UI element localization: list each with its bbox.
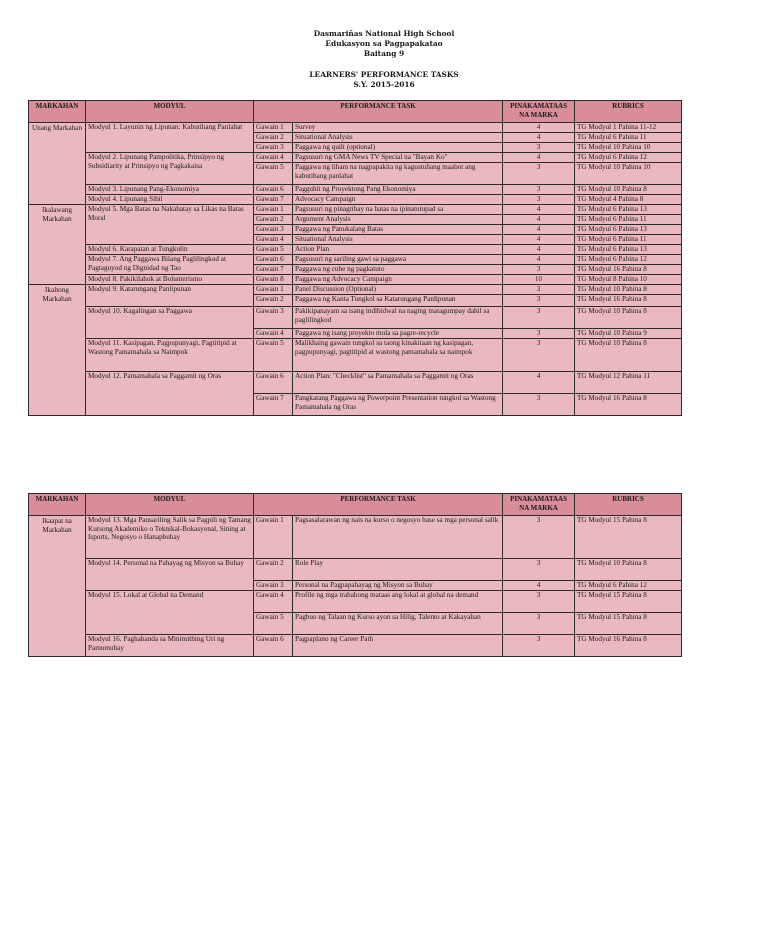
marka-cell: 3 bbox=[503, 143, 575, 153]
gawain-cell: Gawain 5 bbox=[254, 163, 293, 185]
rubric-cell: TG Modyul 15 Pahina 8 bbox=[575, 591, 682, 613]
gawain-cell: Gawain 4 bbox=[254, 591, 293, 613]
rubric-cell: TG Modyul 6 Pahina 11 bbox=[575, 215, 682, 225]
rubric-cell: TG Modyul 4 Pahina 8 bbox=[575, 195, 682, 205]
gawain-cell: Gawain 2 bbox=[254, 215, 293, 225]
gawain-cell: Gawain 5 bbox=[254, 613, 293, 635]
school-name: Dasmariñas National High School bbox=[313, 29, 455, 38]
col-header-rubrics: RUBRICS bbox=[575, 101, 682, 123]
rubric-cell: TG Modyul 6 Pahina 13 bbox=[575, 205, 682, 215]
module-cell: Modyul 3. Lipunang Pang-Ekonomiya bbox=[86, 185, 254, 195]
table-row bbox=[29, 307, 682, 329]
marka-cell: 10 bbox=[503, 275, 575, 285]
marka-cell: 3 bbox=[503, 285, 575, 295]
task-cell: Pagsusuri ng sariling gawi sa paggawa bbox=[293, 255, 503, 265]
table-row bbox=[29, 195, 682, 205]
marka-cell: 4 bbox=[503, 123, 575, 133]
marka-cell: 3 bbox=[503, 329, 575, 339]
rubric-cell: TG Modyul 1 Pahina 11-12 bbox=[575, 123, 682, 133]
performance-table-1 bbox=[28, 100, 682, 416]
rubric-cell: TG Modyul 16 Pahina 8 bbox=[575, 635, 682, 657]
col-header-task: PERFORMANCE TASK bbox=[254, 101, 503, 123]
task-cell: Pagsusuri ng pinagtibay na batas na ipinatutupad sa bbox=[293, 205, 503, 215]
col-header-marka: PINAKAMATAAS NA MARKA bbox=[503, 494, 575, 516]
quarter-cell: Ikaltong Markahan bbox=[29, 285, 86, 416]
marka-cell: 4 bbox=[503, 372, 575, 394]
rubric-cell: TG Modyul 10 Pahina 8 bbox=[575, 185, 682, 195]
table-row bbox=[29, 591, 682, 613]
rubric-cell: TG Modyul 10 Pahina 10 bbox=[575, 143, 682, 153]
rubric-cell: TG Modyul 6 Pahina 11 bbox=[575, 235, 682, 245]
performance-table-2 bbox=[28, 493, 682, 657]
table-row bbox=[29, 275, 682, 285]
rubric-cell: TG Modyul 6 Pahina 12 bbox=[575, 255, 682, 265]
marka-cell: 4 bbox=[503, 215, 575, 225]
marka-cell: 3 bbox=[503, 163, 575, 185]
task-cell: Pagbuo ng Talaan ng Kurso ayon sa Hilig, Talento at Kakayahan bbox=[293, 613, 503, 635]
gawain-cell: Gawain 2 bbox=[254, 295, 293, 307]
task-cell: Paggawa ng cube ng pagkatuto bbox=[293, 265, 503, 275]
col-header-task: PERFORMANCE TASK bbox=[254, 494, 503, 516]
table-row bbox=[29, 559, 682, 581]
marka-cell: 4 bbox=[503, 133, 575, 143]
rubric-cell: TG Modyul 6 Pahina 12 bbox=[575, 581, 682, 591]
marka-cell: 3 bbox=[503, 339, 575, 372]
rubric-cell: TG Modyul 10 Pahina 8 bbox=[575, 559, 682, 581]
task-cell: Paggawa ng isang proyekto mula sa pagre-recycle bbox=[293, 329, 503, 339]
module-cell: Modyul 12. Pamamahala sa Paggamit ng Oras bbox=[86, 372, 254, 416]
gawain-cell: Gawain 4 bbox=[254, 235, 293, 245]
marka-cell: 3 bbox=[503, 559, 575, 581]
gawain-cell: Gawain 1 bbox=[254, 205, 293, 215]
rubric-cell: TG Modyul 6 Pahina 13 bbox=[575, 245, 682, 255]
gawain-cell: Gawain 5 bbox=[254, 339, 293, 372]
table-row bbox=[29, 153, 682, 163]
gawain-cell: Gawain 4 bbox=[254, 153, 293, 163]
table-row bbox=[29, 339, 682, 372]
rubric-cell: TG Modyul 10 Pahina 8 bbox=[575, 339, 682, 372]
marka-cell: 3 bbox=[503, 394, 575, 416]
task-cell: Survey bbox=[293, 123, 503, 133]
marka-cell: 3 bbox=[503, 307, 575, 329]
quarter-cell: Unang Markahan bbox=[29, 123, 86, 205]
task-cell: Profile ng mga trabahong mataas ang lokal at global na demand bbox=[293, 591, 503, 613]
gawain-cell: Gawain 7 bbox=[254, 195, 293, 205]
rubric-cell: TG Modyul 16 Pahina 8 bbox=[575, 295, 682, 307]
gawain-cell: Gawain 2 bbox=[254, 133, 293, 143]
school-year: S.Y. 2015-2016 bbox=[353, 80, 415, 89]
marka-cell: 3 bbox=[503, 295, 575, 307]
marka-cell: 3 bbox=[503, 185, 575, 195]
table-row bbox=[29, 635, 682, 657]
rubric-cell: TG Modyul 6 Pahina 11 bbox=[575, 133, 682, 143]
module-cell: Modyul 5. Mga Batas na Nakahatay sa Likas na Batas Moral bbox=[86, 205, 254, 245]
marka-cell: 3 bbox=[503, 591, 575, 613]
task-cell: Pangkatang Paggawa ng Powerpoint Presentation tungkol sa Wastong Pamamahala ng Oras bbox=[293, 394, 503, 416]
module-cell: Modyul 11. Kasipagan, Pagpupunyagi, Pagtitipid at Wastong Pamamahala sa Naimpok bbox=[86, 339, 254, 372]
marka-cell: 3 bbox=[503, 613, 575, 635]
table-row bbox=[29, 372, 682, 394]
gawain-cell: Gawain 3 bbox=[254, 581, 293, 591]
subject-name: Edukasyon sa Pagpapakatao bbox=[325, 39, 443, 48]
task-cell: Situational Analysis bbox=[293, 235, 503, 245]
table-header-row bbox=[29, 494, 682, 516]
rubric-cell: TG Modyul 10 Pahina 9 bbox=[575, 329, 682, 339]
quarter-cell: Ikaapat na Markahan bbox=[29, 516, 86, 657]
marka-cell: 4 bbox=[503, 245, 575, 255]
task-cell: Pagsasalarawan ng nais na kurso o negosyo base sa mga personal salik bbox=[293, 516, 503, 559]
task-cell: Panel Discussion (Optional) bbox=[293, 285, 503, 295]
table-row bbox=[29, 123, 682, 133]
rubric-cell: TG Modyul 15 Pahina 8 bbox=[575, 516, 682, 559]
gawain-cell: Gawain 1 bbox=[254, 516, 293, 559]
col-header-markahan: MARKAHAN bbox=[29, 494, 86, 516]
table-row bbox=[29, 285, 682, 295]
marka-cell: 3 bbox=[503, 635, 575, 657]
gawain-cell: Gawain 3 bbox=[254, 143, 293, 153]
task-cell: Action Plan: "Checklist" sa Pamamahala sa Paggamit ng Oras bbox=[293, 372, 503, 394]
gawain-cell: Gawain 1 bbox=[254, 123, 293, 133]
task-cell: Malikhaing gawain tungkol sa taong kinakitaan ng kasipagan, pagpupunyagi, pagtitipid at wastong pamamahala sa naimpok bbox=[293, 339, 503, 372]
gawain-cell: Gawain 7 bbox=[254, 265, 293, 275]
gawain-cell: Gawain 3 bbox=[254, 225, 293, 235]
module-cell: Modyul 14. Personal na Pahayag ng Misyon sa Buhay bbox=[86, 559, 254, 591]
col-header-rubrics: RUBRICS bbox=[575, 494, 682, 516]
table-header-row bbox=[29, 101, 682, 123]
task-cell: Argument Analysis bbox=[293, 215, 503, 225]
task-cell: Paggawa ng liham na nagpapakita ng kagustuhang maabot ang kabutihang panlahat bbox=[293, 163, 503, 185]
gawain-cell: Gawain 5 bbox=[254, 245, 293, 255]
rubric-cell: TG Modyul 15 Pahina 8 bbox=[575, 613, 682, 635]
module-cell: Modyul 7. Ang Paggawa Bilang Paglilingkod at Pagtaguyod ng Dignidad ng Tao bbox=[86, 255, 254, 275]
module-cell: Modyul 15. Lokal at Global na Demand bbox=[86, 591, 254, 635]
task-cell: Role Play bbox=[293, 559, 503, 581]
marka-cell: 4 bbox=[503, 235, 575, 245]
gawain-cell: Gawain 3 bbox=[254, 307, 293, 329]
grade-level: Baitang 9 bbox=[363, 49, 405, 58]
marka-cell: 3 bbox=[503, 516, 575, 559]
task-cell: Advocacy Campaign bbox=[293, 195, 503, 205]
rubric-cell: TG Modyul 6 Pahina 13 bbox=[575, 225, 682, 235]
marka-cell: 4 bbox=[503, 153, 575, 163]
rubric-cell: TG Modyul 10 Pahina 10 bbox=[575, 163, 682, 185]
gawain-cell: Gawain 8 bbox=[254, 275, 293, 285]
quarter-cell: Ikalawang Markahan bbox=[29, 205, 86, 285]
task-cell: Pagsusuri ng GMA News TV Special na "Bayan Ko" bbox=[293, 153, 503, 163]
module-cell: Modyul 13. Mga Pansariling Salik sa Pagpili ng Tamang Kursong Akademiko o Teknikal-Bokasyonal, Sining at Isports, Negosyo o Hanapbuhay bbox=[86, 516, 254, 559]
table-row bbox=[29, 185, 682, 195]
task-cell: Action Plan bbox=[293, 245, 503, 255]
task-cell: Personal na Pagpapahayag ng Misyon sa Buhay bbox=[293, 581, 503, 591]
marka-cell: 3 bbox=[503, 195, 575, 205]
gawain-cell: Gawain 4 bbox=[254, 329, 293, 339]
rubric-cell: TG Modyul 10 Pahina 8 bbox=[575, 285, 682, 295]
module-cell: Modyul 8. Pakikilahok at Bolunterismo bbox=[86, 275, 254, 285]
rubric-cell: TG Modyul 16 Pahina 8 bbox=[575, 394, 682, 416]
task-cell: Paggawa ng Advocacy Campaign bbox=[293, 275, 503, 285]
module-cell: Modyul 10. Kagalingan sa Paggawa bbox=[86, 307, 254, 339]
module-cell: Modyul 16. Paghahanda sa Minimithing Uri ng Pamumuhay bbox=[86, 635, 254, 657]
rubric-cell: TG Modyul 16 Pahina 8 bbox=[575, 265, 682, 275]
task-cell: Paggawa ng quilt (optional) bbox=[293, 143, 503, 153]
gawain-cell: Gawain 2 bbox=[254, 559, 293, 581]
task-cell: Pagguhit ng Proyektong Pang Ekonomiya bbox=[293, 185, 503, 195]
gawain-cell: Gawain 1 bbox=[254, 285, 293, 295]
module-cell: Modyul 2. Lipunang Pampolitika, Prinsipyo ng Subsidiarity at Prinsipyo ng Pagkakaisa bbox=[86, 153, 254, 185]
table-row bbox=[29, 255, 682, 265]
task-cell: Paggawa ng Kanta Tungkol sa Katarungang Panlipunan bbox=[293, 295, 503, 307]
col-header-modyul: MODYUL bbox=[86, 101, 254, 123]
col-header-modyul: MODYUL bbox=[86, 494, 254, 516]
marka-cell: 4 bbox=[503, 205, 575, 215]
task-cell: Pagpaplano ng Career Path bbox=[293, 635, 503, 657]
rubric-cell: TG Modyul 8 Pahina 10 bbox=[575, 275, 682, 285]
module-cell: Modyul 1. Layunin ng Lipunan: Kabutihang Panlahat bbox=[86, 123, 254, 153]
gawain-cell: Gawain 7 bbox=[254, 394, 293, 416]
marka-cell: 3 bbox=[503, 265, 575, 275]
module-cell: Modyul 4. Lipunang Sibil bbox=[86, 195, 254, 205]
table-row bbox=[29, 245, 682, 255]
marka-cell: 4 bbox=[503, 581, 575, 591]
rubric-cell: TG Modyul 6 Pahina 12 bbox=[575, 153, 682, 163]
document-title: LEARNERS' PERFORMANCE TASKS bbox=[309, 70, 459, 79]
table-row bbox=[29, 205, 682, 215]
task-cell: Paggawa ng Panukalang Batas bbox=[293, 225, 503, 235]
marka-cell: 4 bbox=[503, 255, 575, 265]
marka-cell: 4 bbox=[503, 225, 575, 235]
col-header-marka: PINAKAMATAAS NA MARKA bbox=[503, 101, 575, 123]
module-cell: Modyul 6. Karapatan at Tungkulin bbox=[86, 245, 254, 255]
gawain-cell: Gawain 6 bbox=[254, 255, 293, 265]
task-cell: Pakikipanayam sa isang indibidwal na naging matagumpay dahil sa paglilingkod bbox=[293, 307, 503, 329]
gawain-cell: Gawain 6 bbox=[254, 635, 293, 657]
task-cell: Situational Analysis bbox=[293, 133, 503, 143]
table-row bbox=[29, 516, 682, 559]
module-cell: Modyul 9. Katarungang Panlipunan bbox=[86, 285, 254, 307]
rubric-cell: TG Modyul 12 Pahina 11 bbox=[575, 372, 682, 394]
gawain-cell: Gawain 6 bbox=[254, 372, 293, 394]
gawain-cell: Gawain 6 bbox=[254, 185, 293, 195]
col-header-markahan: MARKAHAN bbox=[29, 101, 86, 123]
rubric-cell: TG Modyul 10 Pahina 8 bbox=[575, 307, 682, 329]
